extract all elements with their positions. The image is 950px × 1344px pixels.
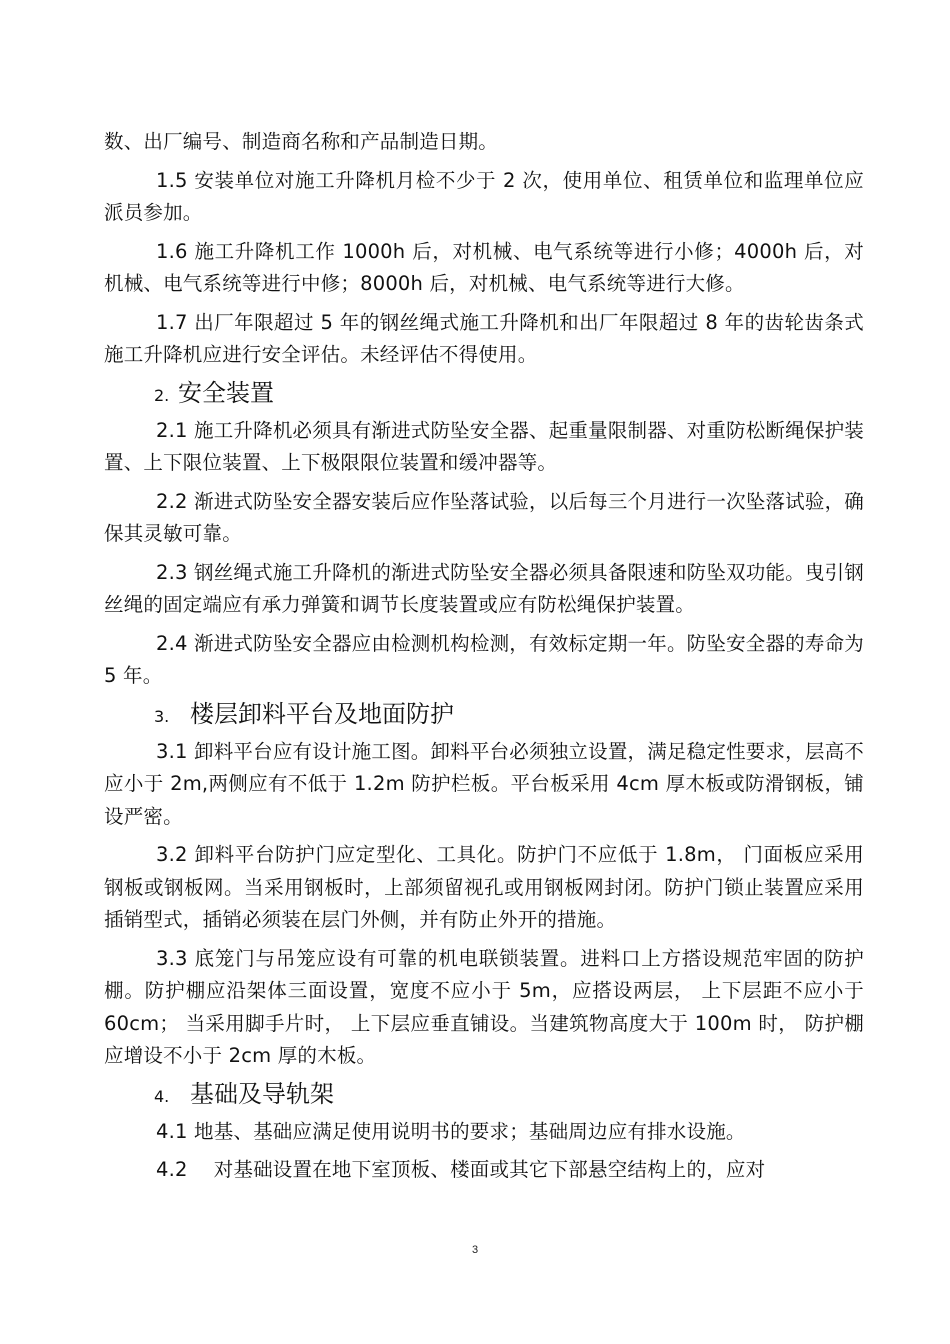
section-title: 楼层卸料平台及地面防护 <box>190 699 454 728</box>
section-heading-4 <box>104 1075 864 1116</box>
page-number: 3 <box>471 1244 479 1256</box>
section-title: 安全装置 <box>178 378 274 407</box>
paragraph-2-1: 2.1 施工升降机必须具有渐进式防坠安全器、起重量限制器、对重防松断绳保护装置、上下限位装置、上下极限限位装置和缓冲器等。 <box>104 418 864 474</box>
section-number: 3. <box>154 706 170 726</box>
paragraph-3-1: 3.1 卸料平台应有设计施工图。卸料平台必须独立设置，满足稳定性要求，层高不应小于 2m,两侧应有不低于 1.2m 防护栏板。平台板采用 4cm 厚木板或防滑钢板，铺设严密。 <box>104 739 864 828</box>
paragraph-1-5: 1.5 安装单位对施工升降机月检不少于 2 次，使用单位、租赁单位和监理单位应派员参加。 <box>104 168 864 224</box>
section-heading-3 <box>104 695 864 736</box>
section-number: 4. <box>154 1086 170 1106</box>
paragraph-2-4: 2.4 渐进式防坠安全器应由检测机构检测，有效标定期一年。防坠安全器的寿命为 5 年。 <box>104 631 864 687</box>
paragraph-1-6: 1.6 施工升降机工作 1000h 后，对机械、电气系统等进行小修；4000h 后，对机械、电气系统等进行中修；8000h 后，对机械、电气系统等进行大修。 <box>104 239 864 295</box>
section-number: 2. <box>154 385 170 405</box>
paragraph-2-3: 2.3 钢丝绳式施工升降机的渐进式防坠安全器必须具备限速和防坠双功能。曳引钢丝绳的固定端应有承力弹簧和调节长度装置或应有防松绳保护装置。 <box>104 560 864 616</box>
paragraph-4-2: 4.2 对基础设置在地下室顶板、楼面或其它下部悬空结构上的，应对 <box>156 1158 766 1181</box>
paragraph-3-3: 3.3 底笼门与吊笼应设有可靠的机电联锁装置。进料口上方搭设规范牢固的防护棚。防护棚应沿架体三面设置，宽度不应小于 5m，应搭设两层， 上下层距不应小于 60cm； 当采用脚手片时， 上下层应垂直铺设。当建筑物高度大于 100m 时， 防护棚应增设不小于 2cm 厚的木板。 <box>104 946 864 1067</box>
document-body <box>104 126 864 1193</box>
paragraph-continuation: 数、出厂编号、制造商名称和产品制造日期。 <box>104 130 499 153</box>
section-heading-2 <box>104 374 864 415</box>
section-title: 基础及导轨架 <box>190 1079 334 1108</box>
paragraph-4-1: 4.1 地基、基础应满足使用说明书的要求；基础周边应有排水设施。 <box>156 1119 746 1143</box>
paragraph-1-7: 1.7 出厂年限超过 5 年的钢丝绳式施工升降机和出厂年限超过 8 年的齿轮齿条式施工升降机应进行安全评估。未经评估不得使用。 <box>104 310 864 366</box>
paragraph-2-2: 2.2 渐进式防坠安全器安装后应作坠落试验，以后每三个月进行一次坠落试验，确保其灵敏可靠。 <box>104 489 864 545</box>
paragraph-3-2: 3.2 卸料平台防护门应定型化、工具化。防护门不应低于 1.8m， 门面板应采用钢板或钢板网。当采用钢板时，上部须留视孔或用钢板网封闭。防护门锁止装置应采用插销型式，插销必须装在层门外侧，并有防止外开的措施。 <box>104 843 864 931</box>
